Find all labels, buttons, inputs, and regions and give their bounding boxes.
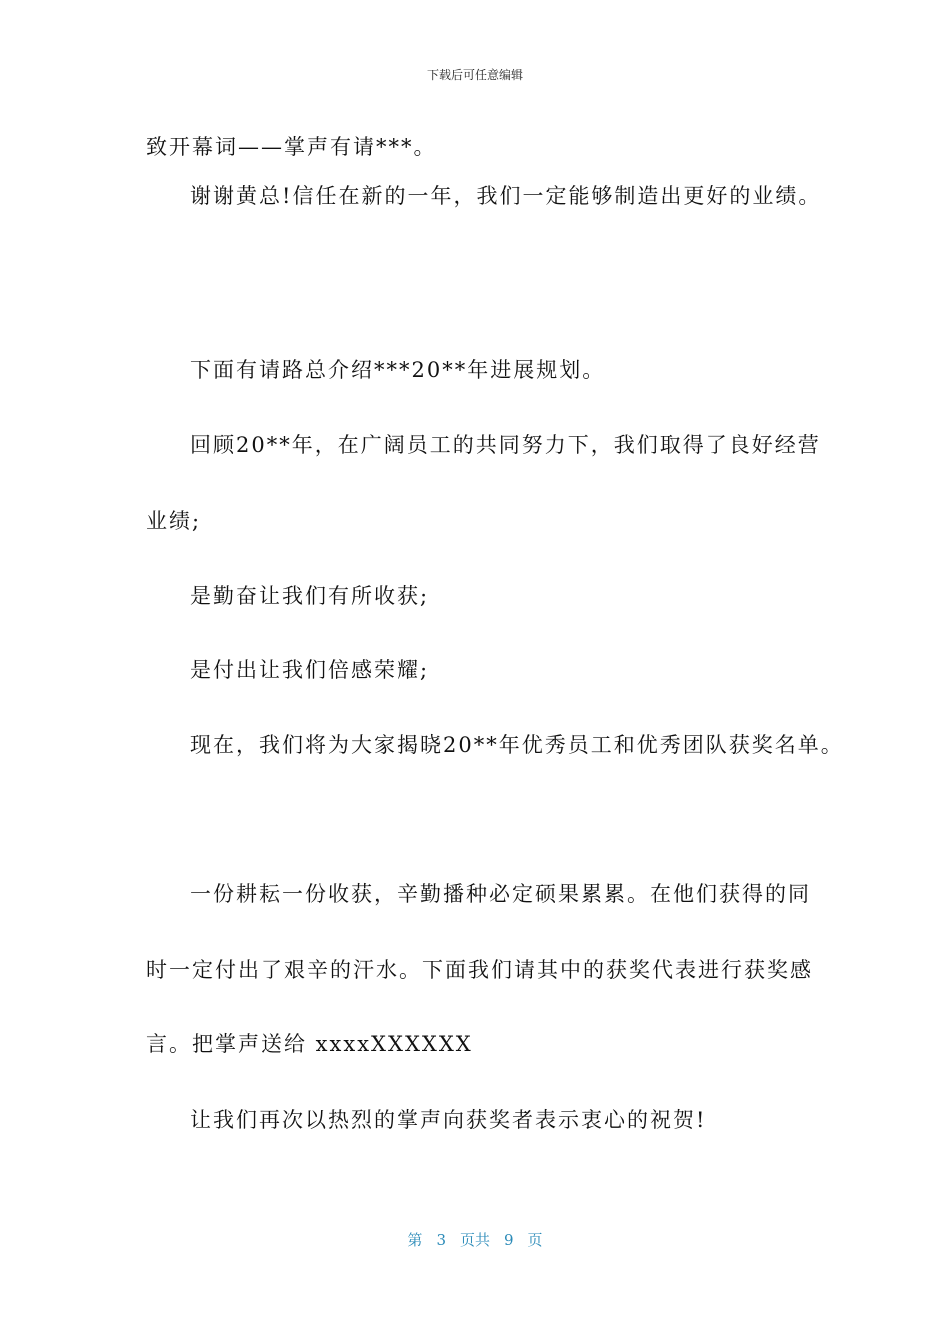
page-footer <box>0 1229 950 1250</box>
body-line-7: 是付出让我们倍感荣耀; <box>190 658 430 682</box>
footer-prefix: 第 <box>407 1231 423 1249</box>
body-line-12: 让我们再次以热烈的掌声向获奖者表示衷心的祝贺! <box>190 1108 707 1132</box>
body-line-9: 一份耕耘一份收获，辛勤播种必定硕果累累。在他们获得的同 <box>190 882 811 906</box>
body-line-2: 谢谢黄总!信任在新的一年，我们一定能够制造出更好的业绩。 <box>190 184 822 208</box>
footer-total-pages: 9 <box>504 1231 514 1249</box>
body-line-1: 致开幕词——掌声有请***。 <box>146 135 437 159</box>
page-header: 下载后可任意编辑 <box>426 68 523 82</box>
body-line-10: 时一定付出了艰辛的汗水。下面我们请其中的获奖代表进行获奖感 <box>146 958 813 982</box>
footer-suffix: 页 <box>527 1231 543 1249</box>
footer-current-page: 3 <box>436 1231 446 1249</box>
body-line-4: 回顾20**年，在广阔员工的共同努力下，我们取得了良好经营 <box>190 433 821 457</box>
footer-middle: 页共 <box>459 1231 490 1249</box>
body-line-5: 业绩; <box>146 509 202 533</box>
body-line-11: 言。把掌声送给 xxxxXXXXXX <box>146 1032 473 1056</box>
body-line-8: 现在，我们将为大家揭晓20**年优秀员工和优秀团队获奖名单。 <box>190 733 844 757</box>
body-line-6: 是勤奋让我们有所收获; <box>190 584 430 608</box>
body-line-3: 下面有请路总介绍***20**年进展规划。 <box>190 358 606 382</box>
